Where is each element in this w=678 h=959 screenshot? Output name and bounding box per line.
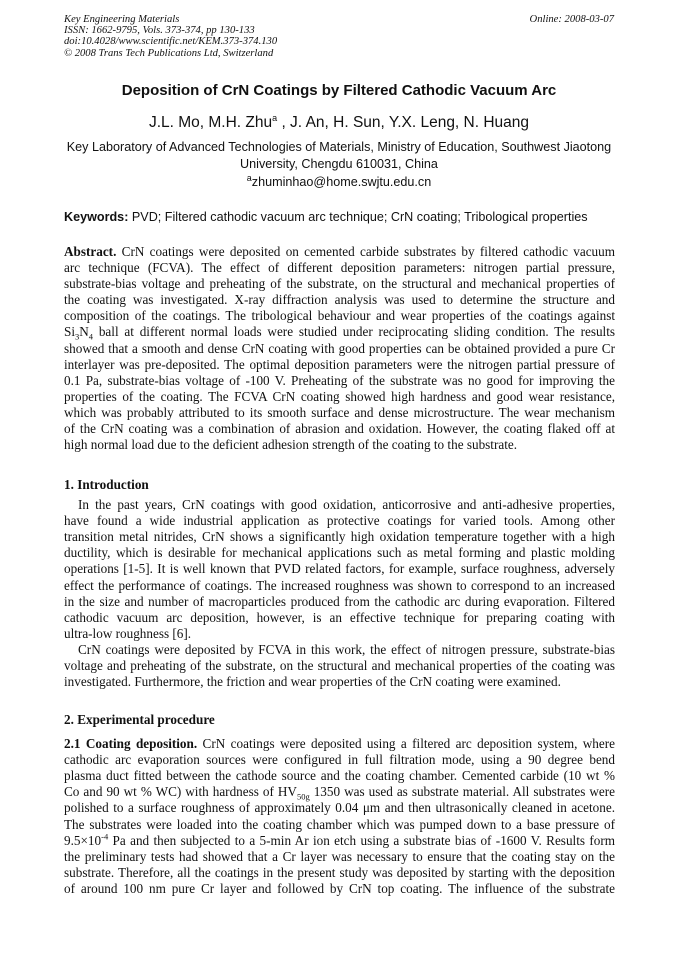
text: Si xyxy=(64,324,75,340)
exp-line xyxy=(64,784,616,803)
intro-line: in the size and number of macroparticles produced from the cathodic arc during evaporation. Filtered xyxy=(64,593,615,609)
keywords-text: PVD; Filtered cathodic vacuum arc technique; CrN coating; Tribological properties xyxy=(128,210,588,224)
abstract-line xyxy=(64,324,616,343)
subsection-heading: 2.1 Coating deposition. xyxy=(64,736,198,752)
email-mark: a xyxy=(246,172,252,183)
keywords xyxy=(64,210,588,224)
text: 50g xyxy=(296,792,310,803)
abstract-line: the coating was investigated. X-ray diffraction analysis was used to determine the structure and xyxy=(64,292,615,308)
online-date: Online: 2008-03-07 xyxy=(529,14,614,25)
intro-line: cathodic vacuum arc deposition, however, is an effective technique for preparing coating with xyxy=(64,609,615,625)
text: 4 xyxy=(88,332,94,343)
journal-header xyxy=(64,14,277,59)
email xyxy=(0,172,678,189)
copyright: © 2008 Trans Tech Publications Ltd, Switzerland xyxy=(64,47,274,59)
exp-line: the preliminary tests had showed that a Cr layer was necessary to ensure that the coating stay on the xyxy=(64,848,615,864)
intro-line: voltage and preheating of the substrate, on the structural and mechanical properties of the coating was xyxy=(64,658,615,674)
section-heading: 1. Introduction xyxy=(64,477,149,492)
affiliation-line: Key Laboratory of Advanced Technologies of Materials, Ministry of Education, Southwest Jiaotong xyxy=(66,140,612,154)
text: CrN coatings were deposited using a filtered arc deposition system, where xyxy=(197,736,615,752)
abstract-line xyxy=(64,244,615,260)
abstract-line: high normal load due to the deficient adhesion strength of the coating to the substrate. xyxy=(64,437,518,453)
intro-line: effect the performance of coatings. The increased roughness was shown to correspond to an increased xyxy=(64,577,615,593)
affiliation-line: University, Chengdu 610031, China xyxy=(240,157,438,171)
abstract-line: composition of the coatings. The tribological behaviour and wear properties of the coatings against xyxy=(64,308,615,324)
abstract-line: substrate-bias voltage and preheating of the substrate, on the structural and mechanical properties of xyxy=(64,276,615,292)
intro-line: investigated. Furthermore, the friction and wear properties of the CrN coating were examined. xyxy=(64,674,561,690)
intro-line: In the past years, CrN coatings with good oxidation, anticorrosive and anti-adhesive properties, xyxy=(78,497,615,513)
text: N xyxy=(79,324,89,340)
text: 3 xyxy=(75,332,80,343)
authors xyxy=(0,114,678,132)
section-heading: 2. Experimental procedure xyxy=(64,712,215,727)
text: 9.5×10 xyxy=(64,832,102,848)
text: Pa and then subjected to a 5-min Ar ion etch using a substrate bias of -1600 V. Results form xyxy=(108,832,615,848)
text: CrN coatings were deposited on cemented carbide substrates by filtered cathodic vacuum xyxy=(116,244,615,259)
intro-line: operations [1-5]. It is well known that PVD related factors, for example, surface roughness, adversely xyxy=(64,561,615,577)
abstract-line: 0.1 Pa, substrate-bias voltage of -100 V. Preheating of the substrate was no good for improving the xyxy=(64,372,615,388)
intro-line: have found a wide industrial application as protective coatings for varied tools. Among other xyxy=(64,513,615,529)
abstract-line: of the CrN coating was a combination of abrasion and oxidation. However, the coating flaked off at xyxy=(64,421,615,437)
doi: doi:10.4028/www.scientific.net/KEM.373-374.130 xyxy=(64,36,278,48)
author-names-rest: , J. An, H. Sun, Y.X. Leng, N. Huang xyxy=(277,114,530,131)
intro-line: ultra-low roughness [6]. xyxy=(64,625,192,641)
exp-line: The substrates were loaded into the coating chamber which was pumped down to a base pressure of xyxy=(64,816,615,832)
email-address: zhuminhao@home.swjtu.edu.cn xyxy=(251,175,432,189)
abstract-line: showed that a smooth and dense CrN coating with good properties can be obtained provided a pure Cr xyxy=(64,340,615,356)
text: -4 xyxy=(101,831,109,842)
text: ball at different normal loads were studied under reciprocating sliding condition. The results xyxy=(98,324,616,340)
abstract-line: which was probably attributed to its smooth surface and dense microstructure. The wear mechanism xyxy=(64,404,615,420)
experimental-procedure xyxy=(64,712,615,897)
paper-title: Deposition of CrN Coatings by Filtered Cathodic Vacuum Arc xyxy=(121,82,557,99)
exp-line: plasma duct fitted between the cathode source and the coating chamber. Cemented carbide (10 wt % xyxy=(64,768,615,784)
exp-line: of around 100 nm pure Cr layer and followed by CrN top coating. The influence of the substrate xyxy=(64,880,615,896)
author-names: J.L. Mo, M.H. Zhu xyxy=(148,114,273,131)
exp-line xyxy=(64,833,615,849)
text: 1350 was used as substrate material. All substrates were xyxy=(309,784,616,800)
abstract-label: Abstract. xyxy=(64,244,117,259)
affil-mark: a xyxy=(272,112,278,123)
exp-line: polished to a surface roughness of approximately 0.04 μm and then ultrasonically cleaned in acetone. xyxy=(64,800,615,816)
issn: ISSN: 1662-9795, Vols. 373-374, pp 130-133 xyxy=(64,25,255,37)
exp-line xyxy=(64,736,615,752)
intro-line: ductility, which is desirable for mechanical applications such as metal forming and plastic molding xyxy=(64,545,615,561)
exp-line: substrate. Therefore, all the coatings in the present study was deposited by starting with the deposition xyxy=(64,864,615,880)
exp-line: cathodic arc evaporation sources were configured in full filtration mode, using a 90 degree bend xyxy=(64,752,615,768)
affiliation xyxy=(0,139,678,173)
intro-line: CrN coatings were deposited by FCVA in this work, the effect of nitrogen pressure, substrate-bias xyxy=(78,641,615,657)
intro-line: transition metal nitrides, CrN shows a significantly high oxidation temperature together with a high xyxy=(64,529,615,545)
abstract-line: arc technique (FCVA). The effect of different deposition parameters: nitrogen partial pressure, xyxy=(64,260,615,276)
abstract-line: properties of the coating. The FCVA CrN coating showed high hardness and good wear resistance, xyxy=(64,388,615,404)
keywords-label: Keywords: xyxy=(64,210,129,224)
introduction xyxy=(64,477,615,690)
abstract-line: interlayer was pre-deposited. The optimal deposition parameters were the nitrogen partial pressure of xyxy=(64,356,615,372)
abstract xyxy=(64,244,615,453)
journal-name: Key Engineering Materials xyxy=(64,14,180,25)
text: Co and 90 wt % WC) with hardness of HV xyxy=(64,784,297,800)
